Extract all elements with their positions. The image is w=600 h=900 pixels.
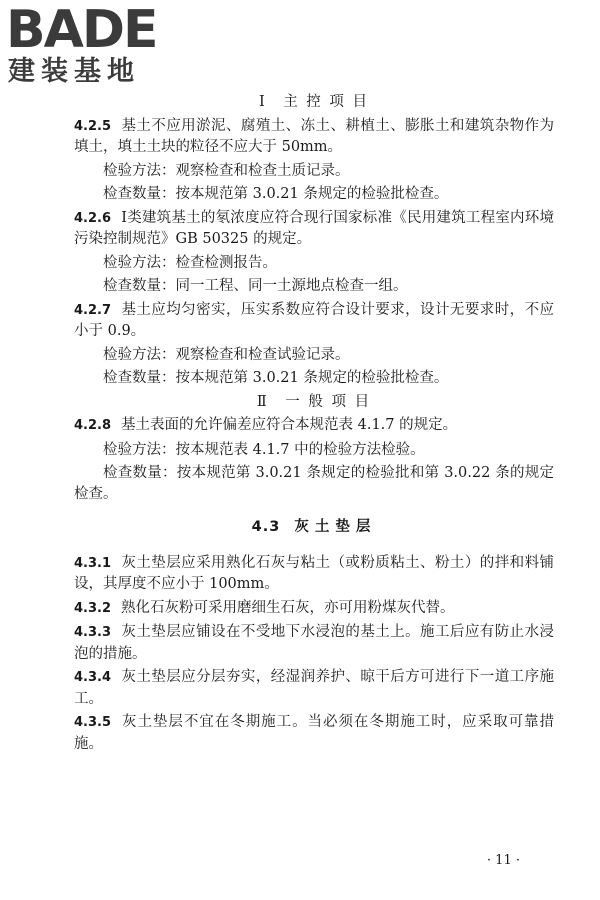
clause-text: 基土不应用淤泥、腐殖土、冻土、耕植土、膨胀土和建筑杂物作为填土，填土土块的粒径不应大于 50mm。 (74, 117, 554, 155)
clause-detail: 检验方法：检查检测报告。 (103, 254, 277, 271)
clause-detail: 检验方法：按本规范表 4.1.7 中的检验方法检验。 (103, 441, 425, 458)
clause-text: 灰土垫层应铺设在不受地下水浸泡的基土上。施工后应有防止水浸泡的措施。 (74, 624, 554, 662)
clause (74, 415, 554, 437)
logo-subtitle: 建装基地 (8, 56, 140, 87)
clause (74, 116, 554, 158)
clause (74, 667, 554, 709)
clause-number: 4.3.2 (74, 600, 112, 616)
clause-detail: 检查数量：按本规范第 3.0.21 条规定的检验批检查。 (103, 186, 449, 202)
clause-text: 灰土垫层不宜在冬期施工。当必须在冬期施工时，应采取可靠措施。 (74, 714, 554, 752)
subsection-heading: Ⅱ 一 般 项 目 (256, 393, 372, 410)
clause-number: 4.3.4 (74, 670, 112, 685)
clause (74, 208, 554, 250)
clause-detail: 检查数量：同一工程、同一土源地点检查一组。 (103, 278, 408, 294)
clause-number: 4.2.8 (74, 418, 112, 433)
clause-number: 4.2.6 (74, 210, 112, 226)
clause-number: 4.3.1 (74, 555, 112, 571)
clause-text: 基土表面的允许偏差应符合本规范表 4.1.7 的规定。 (121, 417, 458, 433)
clause-text: 基土应均匀密实，压实系数应符合设计要求，设计无要求时，不应小于 0.9。 (74, 301, 554, 339)
logo-brand: BADE (6, 0, 157, 60)
clause-number: 4.3.3 (74, 625, 112, 640)
clause-number: 4.2.5 (74, 118, 112, 134)
section-title-text: 灰土垫层 (294, 519, 377, 535)
clause (74, 598, 554, 620)
clause-detail: 检验方法：观察检查和检查土质记录。 (103, 162, 350, 179)
section-title (74, 517, 554, 538)
clause-detail: 检验方法：观察检查和检查试验记录。 (103, 346, 350, 363)
clause-text: Ⅰ类建筑基土的氡浓度应符合现行国家标准《民用建筑工程室内环境污染控制规范》GB 50325 的规定。 (74, 209, 554, 247)
clause-detail: 检查数量：按本规范第 3.0.21 条规定的检验批检查。 (103, 370, 449, 386)
subsection-heading: Ⅰ 主 控 项 目 (258, 94, 370, 110)
clause (74, 553, 554, 595)
clause (74, 712, 554, 754)
document-body (74, 92, 554, 757)
bade-logo (6, 0, 186, 88)
clause (74, 300, 554, 342)
clause-text: 熟化石灰粉可采用磨细生石灰，亦可用粉煤灰代替。 (121, 599, 455, 616)
clause-number: 4.3.5 (74, 715, 112, 730)
clause (74, 622, 554, 664)
section-number: 4.3 (251, 519, 281, 535)
clause-detail: 检查数量：按本规范第 3.0.21 条规定的检验批和第 3.0.22 条的规定检查。 (74, 465, 554, 502)
clause-number: 4.2.7 (74, 302, 112, 318)
clause-text: 灰土垫层应采用熟化石灰与粘土（或粉质粘土、粉土）的拌和料铺设，其厚度不应小于 100mm。 (74, 554, 554, 592)
clause-text: 灰土垫层应分层夯实，经湿润养护、晾干后方可进行下一道工序施工。 (74, 669, 554, 707)
page-number: · 11 · (486, 853, 520, 868)
